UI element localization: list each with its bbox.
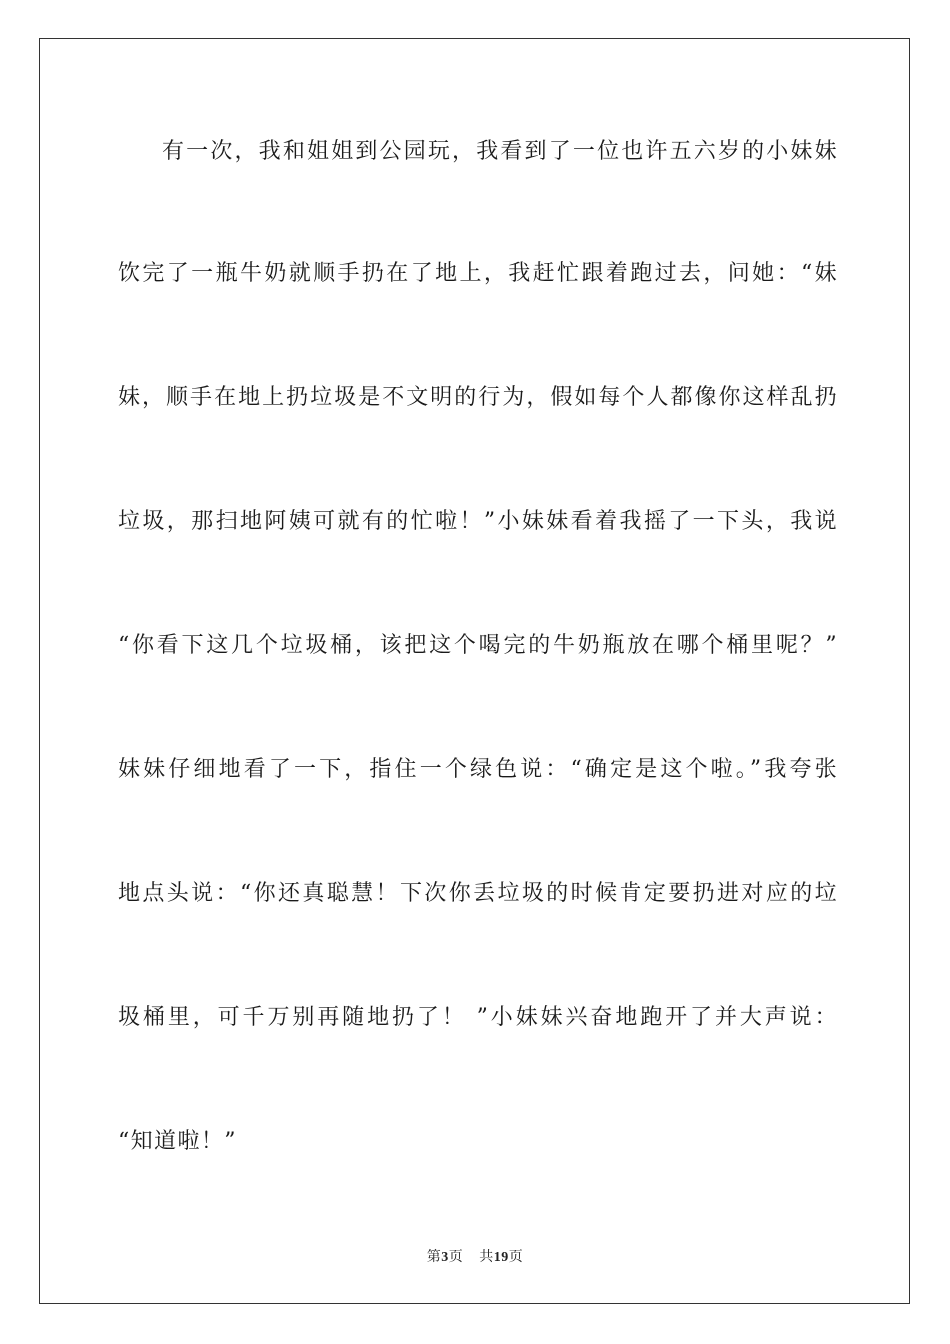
paragraph-line-4: 垃圾，那扫地阿姨可就有的忙啦！”小妹妹看着我摇了一下头，我说 [118,509,838,534]
paragraph-line-3: 妹，顺手在地上扔垃圾是不文明的行为，假如每个人都像你这样乱扔 [118,385,838,410]
paragraph-line-6: 妹妹仔细地看了一下，指住一个绿色说：“确定是这个啦。”我夸张 [118,757,838,782]
footer-total-pages: 19 [493,1250,509,1265]
paragraph-line-5: “你看下这几个垃圾桶，该把这个喝完的牛奶瓶放在哪个桶里呢？” [118,633,838,658]
footer-page-number: 3 [441,1250,449,1265]
paragraph-line-1: 有一次，我和姐姐到公园玩，我看到了一位也许五六岁的小妹妹 [162,139,838,164]
page-border [39,38,910,1304]
page-footer [0,1246,950,1266]
paragraph-line-8: 圾桶里，可千万别再随地扔了！ ”小妹妹兴奋地跑开了并大声说： [118,1005,838,1030]
paragraph-line-2: 饮完了一瓶牛奶就顺手扔在了地上，我赶忙跟着跑过去，问她：“妹 [118,261,838,286]
footer-page-prefix: 第 [426,1250,442,1265]
footer-total-prefix: 共 [479,1250,494,1265]
footer-total-suffix: 页 [508,1250,524,1265]
footer-page-suffix: 页 [448,1250,464,1265]
paragraph-line-9: “知道啦！” [118,1129,237,1154]
paragraph-line-7: 地点头说：“你还真聪慧！下次你丢垃圾的时候肯定要扔进对应的垃 [118,881,838,906]
